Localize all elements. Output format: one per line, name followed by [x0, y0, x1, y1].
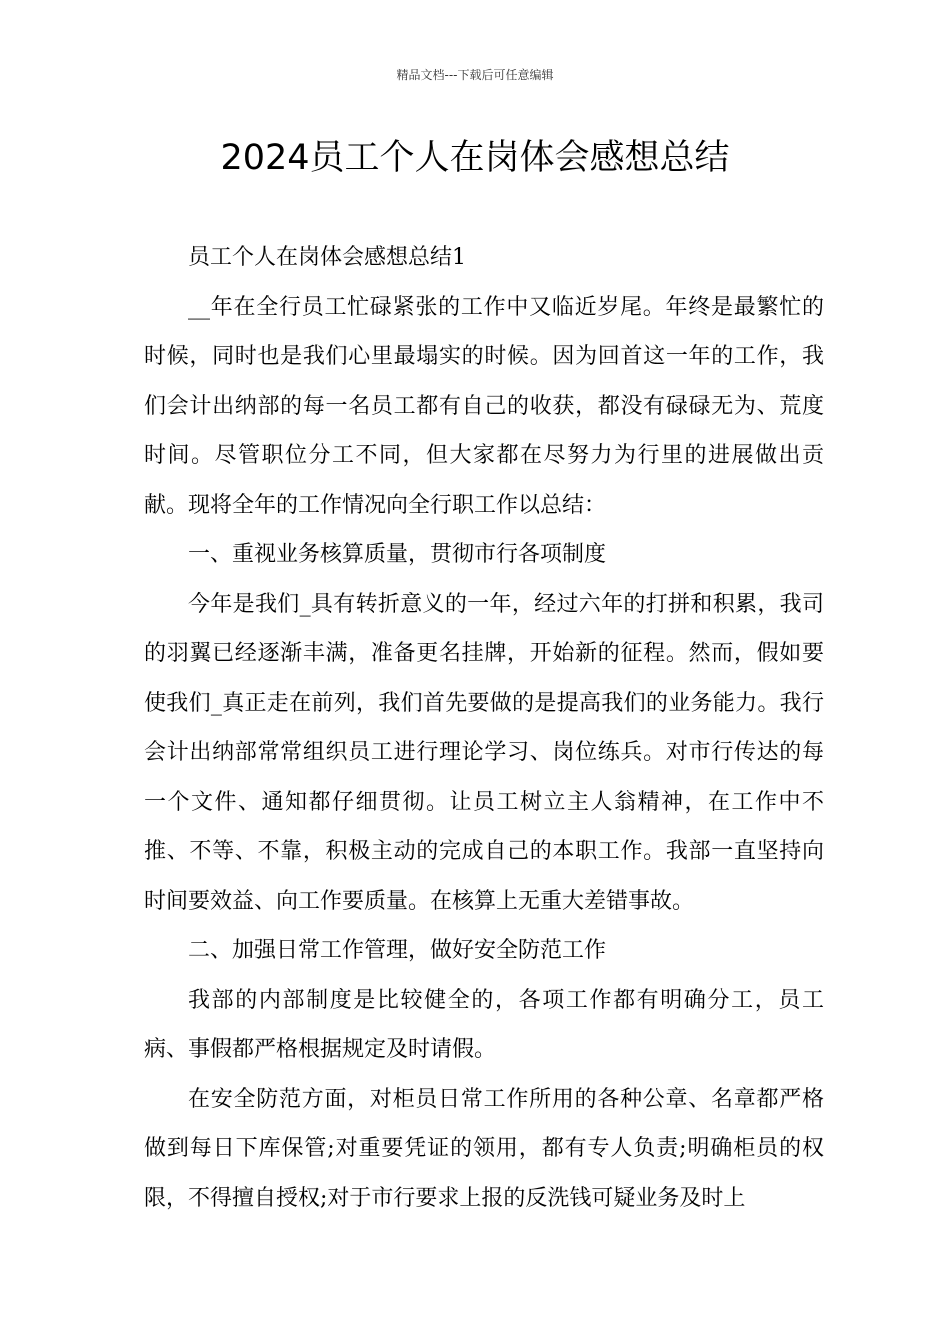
body-paragraph: 在安全防范方面，对柜员日常工作所用的各种公章、名章都严格做到每日下库保管;对重要凭证的领用，都有专人负责;明确柜员的权限，不得擅自授权;对于市行要求上报的反洗钱可疑业务及时上 [144, 1086, 824, 1211]
document-body [144, 233, 824, 1223]
section-heading: 一、重视业务核算质量，贯彻市行各项制度 [188, 542, 607, 567]
body-paragraph: 我部的内部制度是比较健全的，各项工作都有明确分工，员工病、事假都严格根据规定及时请假。 [144, 987, 824, 1062]
header-note: 精品文档---下载后可任意编辑 [396, 68, 554, 82]
body-paragraph: __年在全行员工忙碌紧张的工作中又临近岁尾。年终是最繁忙的时候，同时也是我们心里最塌实的时候。因为回首这一年的工作，我们会计出纳部的每一名员工都有自己的收获，都没有碌碌无为、荒度时间。尽管职位分工不同，但大家都在尽努力为行里的进展做出贡献。现将全年的工作情况向全行职工作以总结： [144, 294, 824, 518]
section-heading: 二、加强日常工作管理，做好安全防范工作 [188, 938, 607, 963]
document-title: 2024员工个人在岗体会感想总结 [220, 138, 730, 178]
body-paragraph: 今年是我们_具有转折意义的一年，经过六年的打拼和积累，我司的羽翼已经逐渐丰满，准备更名挂牌，开始新的征程。然而，假如要使我们_真正走在前列，我们首先要做的是提高我们的业务能力。我行会计出纳部常常组织员工进行理论学习、岗位练兵。对市行传达的每一个文件、通知都仔细贯彻。让员工树立主人翁精神，在工作中不推、不等、不靠，积极主动的完成自己的本职工作。我部一直坚持向时间要效益、向工作要质量。在核算上无重大差错事故。 [144, 591, 824, 914]
section-heading: 员工个人在岗体会感想总结1 [188, 245, 466, 270]
